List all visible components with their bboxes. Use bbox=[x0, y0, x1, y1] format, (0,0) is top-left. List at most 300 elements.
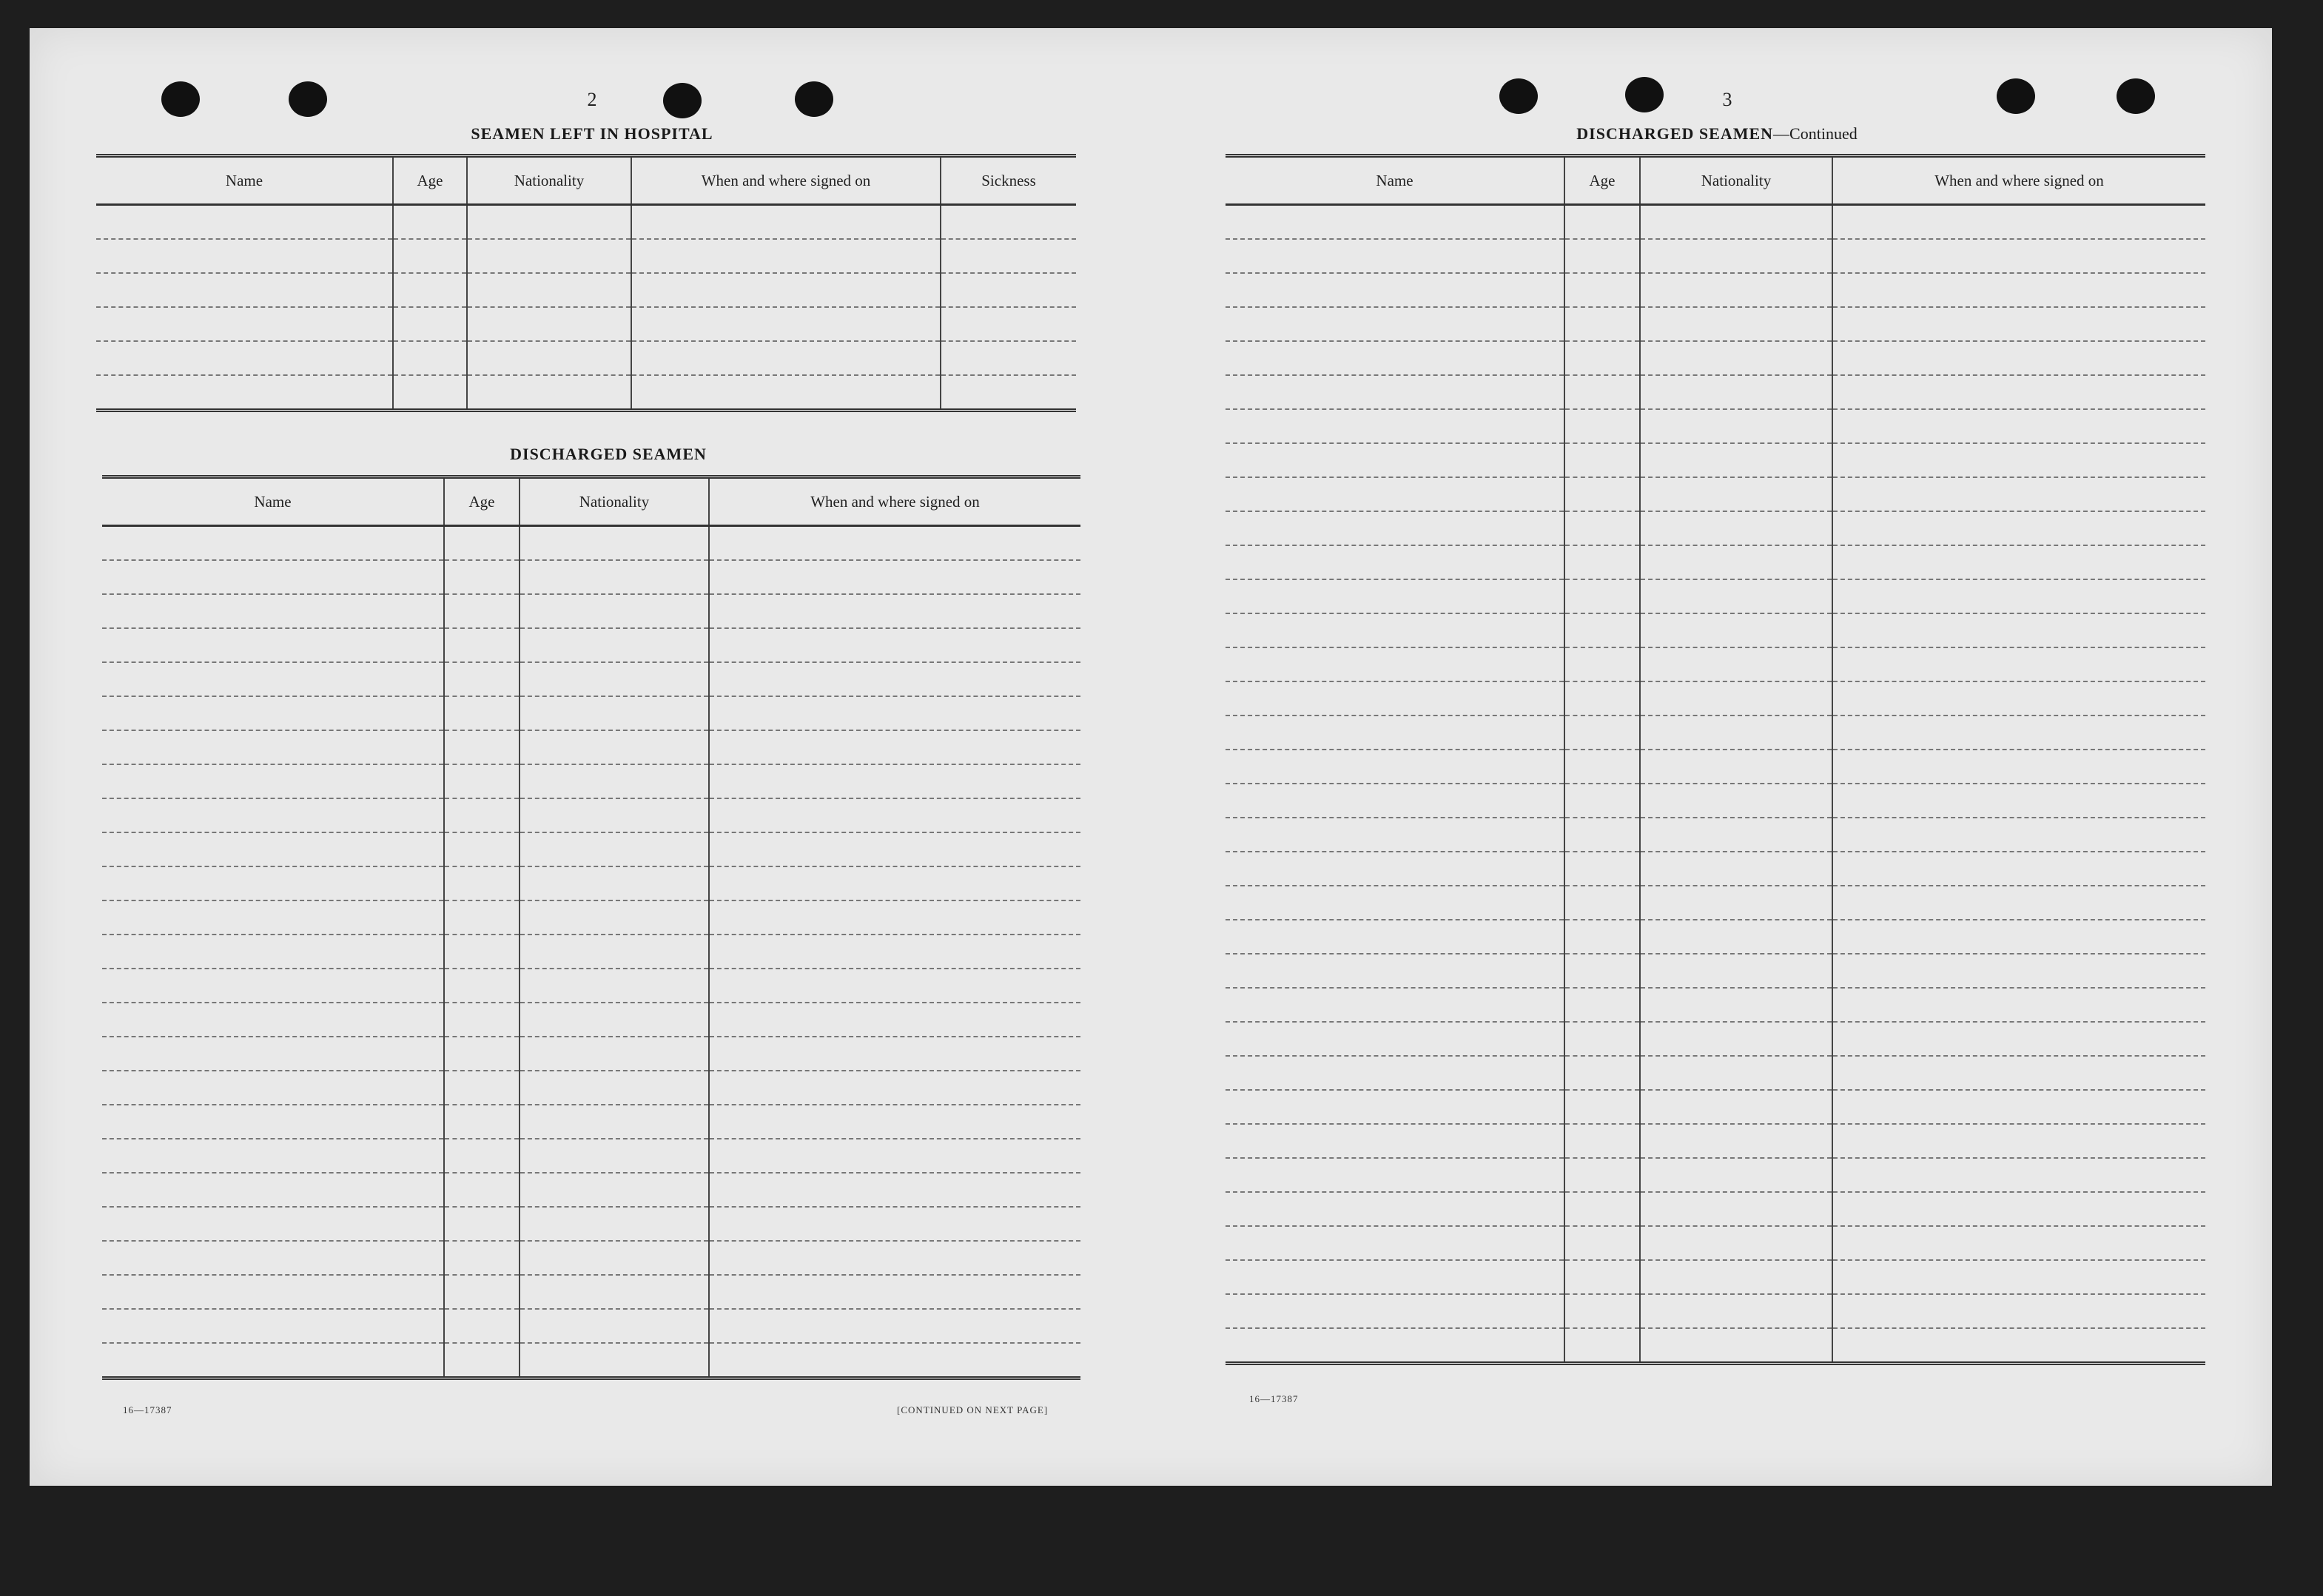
table-cell[interactable] bbox=[1640, 1022, 1832, 1056]
table-cell[interactable] bbox=[1226, 818, 1564, 852]
table-cell[interactable] bbox=[1640, 409, 1832, 443]
table-cell[interactable] bbox=[1226, 1056, 1564, 1090]
table-cell[interactable] bbox=[1832, 307, 2205, 341]
table-cell[interactable] bbox=[1564, 239, 1640, 273]
table-cell[interactable] bbox=[102, 1343, 444, 1378]
table-cell[interactable] bbox=[1640, 579, 1832, 613]
table-cell[interactable] bbox=[1640, 988, 1832, 1022]
table-cell[interactable] bbox=[1832, 239, 2205, 273]
table-row bbox=[102, 1309, 1080, 1343]
table-cell[interactable] bbox=[520, 1275, 709, 1309]
table-cell[interactable] bbox=[1226, 1090, 1564, 1124]
table-cell[interactable] bbox=[102, 1309, 444, 1343]
table-cell[interactable] bbox=[709, 1173, 1080, 1207]
table-cell[interactable] bbox=[1564, 1022, 1640, 1056]
table-cell[interactable] bbox=[1640, 681, 1832, 715]
table-cell[interactable] bbox=[1832, 1022, 2205, 1056]
table-cell[interactable] bbox=[1832, 750, 2205, 784]
table-cell[interactable] bbox=[1564, 1124, 1640, 1158]
table-cell[interactable] bbox=[1640, 1192, 1832, 1226]
table-cell[interactable] bbox=[1832, 443, 2205, 477]
table-cell[interactable] bbox=[444, 662, 520, 696]
table-cell[interactable] bbox=[96, 307, 393, 341]
table-cell[interactable] bbox=[1640, 715, 1832, 750]
table-cell[interactable] bbox=[1640, 1328, 1832, 1364]
table-cell[interactable] bbox=[102, 900, 444, 935]
table-cell[interactable] bbox=[102, 935, 444, 969]
table-cell[interactable] bbox=[96, 239, 393, 273]
table-cell[interactable] bbox=[1640, 818, 1832, 852]
table-row bbox=[96, 239, 1076, 273]
table-cell[interactable] bbox=[102, 628, 444, 662]
table-cell[interactable] bbox=[444, 832, 520, 866]
table-cell[interactable] bbox=[1832, 613, 2205, 647]
table-cell[interactable] bbox=[1640, 954, 1832, 988]
column-header-name: Name bbox=[1226, 156, 1564, 205]
table-cell[interactable] bbox=[709, 696, 1080, 730]
table-cell[interactable] bbox=[1226, 341, 1564, 375]
table-cell[interactable] bbox=[1564, 647, 1640, 681]
table-cell[interactable] bbox=[1564, 409, 1640, 443]
table-cell[interactable] bbox=[1564, 511, 1640, 545]
table-cell[interactable] bbox=[467, 341, 631, 375]
table-cell[interactable] bbox=[1564, 681, 1640, 715]
table-cell[interactable] bbox=[1640, 273, 1832, 307]
table-cell[interactable] bbox=[520, 1173, 709, 1207]
punch-hole bbox=[1625, 77, 1664, 112]
continued-table bbox=[1226, 154, 2205, 1365]
table-cell[interactable] bbox=[520, 832, 709, 866]
table-row bbox=[1226, 341, 2205, 375]
table-cell[interactable] bbox=[520, 1343, 709, 1378]
table-cell[interactable] bbox=[520, 560, 709, 594]
table-cell[interactable] bbox=[1832, 545, 2205, 579]
table-cell[interactable] bbox=[1640, 1158, 1832, 1192]
table-cell[interactable] bbox=[1832, 1090, 2205, 1124]
table-cell[interactable] bbox=[631, 205, 941, 240]
punch-hole bbox=[795, 81, 833, 117]
table-cell[interactable] bbox=[1226, 852, 1564, 886]
table-row bbox=[96, 341, 1076, 375]
table-cell[interactable] bbox=[1226, 477, 1564, 511]
table-row bbox=[1226, 1260, 2205, 1294]
table-cell[interactable] bbox=[1564, 988, 1640, 1022]
table-cell[interactable] bbox=[1640, 784, 1832, 818]
table-row bbox=[1226, 239, 2205, 273]
table-cell[interactable] bbox=[709, 764, 1080, 798]
table-cell[interactable] bbox=[520, 594, 709, 628]
table-cell[interactable] bbox=[941, 273, 1076, 307]
table-cell[interactable] bbox=[631, 239, 941, 273]
table-cell[interactable] bbox=[1832, 579, 2205, 613]
table-cell[interactable] bbox=[444, 730, 520, 764]
table-cell[interactable] bbox=[1832, 1226, 2205, 1260]
table-cell[interactable] bbox=[467, 239, 631, 273]
table-cell[interactable] bbox=[1564, 307, 1640, 341]
table-cell[interactable] bbox=[1564, 341, 1640, 375]
table-cell[interactable] bbox=[520, 866, 709, 900]
table-cell[interactable] bbox=[102, 1139, 444, 1173]
left-page-number: 2 bbox=[587, 89, 597, 110]
table-cell[interactable] bbox=[444, 935, 520, 969]
table-cell[interactable] bbox=[1226, 579, 1564, 613]
right-section-title bbox=[1576, 124, 1857, 144]
table-cell[interactable] bbox=[1832, 1294, 2205, 1328]
table-cell[interactable] bbox=[1226, 1260, 1564, 1294]
table-cell[interactable] bbox=[102, 526, 444, 561]
table-cell[interactable] bbox=[709, 730, 1080, 764]
punch-hole bbox=[289, 81, 327, 117]
table-row bbox=[102, 1037, 1080, 1071]
table-cell[interactable] bbox=[520, 1241, 709, 1275]
table-cell[interactable] bbox=[1640, 511, 1832, 545]
table-cell[interactable] bbox=[941, 307, 1076, 341]
table-cell[interactable] bbox=[709, 1241, 1080, 1275]
table-cell[interactable] bbox=[102, 1071, 444, 1105]
table-cell[interactable] bbox=[444, 526, 520, 561]
table-cell[interactable] bbox=[444, 1309, 520, 1343]
table-cell[interactable] bbox=[444, 628, 520, 662]
table-cell[interactable] bbox=[631, 307, 941, 341]
table-cell[interactable] bbox=[444, 1037, 520, 1071]
table-cell[interactable] bbox=[1640, 750, 1832, 784]
table-cell[interactable] bbox=[1226, 647, 1564, 681]
table-cell[interactable] bbox=[520, 628, 709, 662]
table-cell[interactable] bbox=[1226, 784, 1564, 818]
table-cell[interactable] bbox=[709, 935, 1080, 969]
table-row bbox=[102, 900, 1080, 935]
table-cell[interactable] bbox=[520, 935, 709, 969]
table-cell[interactable] bbox=[1226, 409, 1564, 443]
table-cell[interactable] bbox=[444, 1275, 520, 1309]
column-header-nationality: Nationality bbox=[467, 156, 631, 205]
table-cell[interactable] bbox=[444, 764, 520, 798]
table-cell[interactable] bbox=[393, 205, 467, 240]
table-cell[interactable] bbox=[1564, 613, 1640, 647]
table-cell[interactable] bbox=[1226, 681, 1564, 715]
table-cell[interactable] bbox=[1226, 715, 1564, 750]
table-cell[interactable] bbox=[709, 866, 1080, 900]
table-cell[interactable] bbox=[96, 341, 393, 375]
table-cell[interactable] bbox=[1832, 205, 2205, 240]
table-cell[interactable] bbox=[393, 341, 467, 375]
hospital-section-title: SEAMEN LEFT IN HOSPITAL bbox=[471, 124, 713, 143]
table-cell[interactable] bbox=[1564, 1294, 1640, 1328]
table-cell[interactable] bbox=[102, 1241, 444, 1275]
table-cell[interactable] bbox=[1564, 886, 1640, 920]
table-row bbox=[1226, 409, 2205, 443]
table-cell[interactable] bbox=[444, 969, 520, 1003]
table-cell[interactable] bbox=[709, 1037, 1080, 1071]
table-cell[interactable] bbox=[1564, 1158, 1640, 1192]
table-cell[interactable] bbox=[1832, 273, 2205, 307]
table-row bbox=[1226, 1056, 2205, 1090]
table-row bbox=[102, 764, 1080, 798]
table-cell[interactable] bbox=[520, 696, 709, 730]
table-cell[interactable] bbox=[1640, 375, 1832, 409]
table-cell[interactable] bbox=[520, 1071, 709, 1105]
table-cell[interactable] bbox=[1832, 409, 2205, 443]
table-cell[interactable] bbox=[1640, 613, 1832, 647]
table-cell[interactable] bbox=[1564, 375, 1640, 409]
table-cell[interactable] bbox=[709, 1275, 1080, 1309]
table-cell[interactable] bbox=[444, 1071, 520, 1105]
table-cell[interactable] bbox=[1564, 784, 1640, 818]
table-cell[interactable] bbox=[102, 594, 444, 628]
table-cell[interactable] bbox=[102, 832, 444, 866]
table-cell[interactable] bbox=[1564, 1328, 1640, 1364]
table-cell[interactable] bbox=[102, 969, 444, 1003]
table-cell[interactable] bbox=[941, 239, 1076, 273]
table-cell[interactable] bbox=[1832, 954, 2205, 988]
table-cell[interactable] bbox=[1640, 1260, 1832, 1294]
table-cell[interactable] bbox=[102, 730, 444, 764]
table-row bbox=[1226, 681, 2205, 715]
table-cell[interactable] bbox=[1832, 1192, 2205, 1226]
table-cell[interactable] bbox=[102, 1207, 444, 1241]
table-cell[interactable] bbox=[1226, 1192, 1564, 1226]
table-cell[interactable] bbox=[1564, 443, 1640, 477]
table-cell[interactable] bbox=[1640, 443, 1832, 477]
table-cell[interactable] bbox=[1832, 988, 2205, 1022]
table-cell[interactable] bbox=[1564, 1056, 1640, 1090]
table-cell[interactable] bbox=[1832, 1056, 2205, 1090]
table-cell[interactable] bbox=[102, 866, 444, 900]
table-cell[interactable] bbox=[444, 594, 520, 628]
table-cell[interactable] bbox=[1832, 1124, 2205, 1158]
table-cell[interactable] bbox=[1832, 1328, 2205, 1364]
column-header-nationality: Nationality bbox=[520, 477, 709, 526]
table-cell[interactable] bbox=[1564, 477, 1640, 511]
table-cell[interactable] bbox=[1226, 205, 1564, 240]
table-cell[interactable] bbox=[1226, 1226, 1564, 1260]
table-cell[interactable] bbox=[1832, 341, 2205, 375]
table-cell[interactable] bbox=[1640, 1294, 1832, 1328]
table-cell[interactable] bbox=[709, 832, 1080, 866]
table-cell[interactable] bbox=[1564, 1260, 1640, 1294]
table-cell[interactable] bbox=[1226, 954, 1564, 988]
table-cell[interactable] bbox=[1564, 715, 1640, 750]
table-cell[interactable] bbox=[467, 307, 631, 341]
table-cell[interactable] bbox=[467, 375, 631, 411]
table-cell[interactable] bbox=[941, 341, 1076, 375]
table-cell[interactable] bbox=[1564, 1090, 1640, 1124]
table-cell[interactable] bbox=[1564, 954, 1640, 988]
table-cell[interactable] bbox=[1640, 307, 1832, 341]
table-cell[interactable] bbox=[709, 1105, 1080, 1139]
table-cell[interactable] bbox=[709, 900, 1080, 935]
table-cell[interactable] bbox=[520, 1309, 709, 1343]
table-cell[interactable] bbox=[1226, 307, 1564, 341]
table-cell[interactable] bbox=[393, 239, 467, 273]
table-cell[interactable] bbox=[520, 900, 709, 935]
table-cell[interactable] bbox=[1226, 1022, 1564, 1056]
table-cell[interactable] bbox=[1640, 647, 1832, 681]
table-cell[interactable] bbox=[1832, 511, 2205, 545]
table-cell[interactable] bbox=[709, 1139, 1080, 1173]
table-row bbox=[102, 1275, 1080, 1309]
table-cell[interactable] bbox=[1640, 545, 1832, 579]
table-cell[interactable] bbox=[1640, 1124, 1832, 1158]
table-cell[interactable] bbox=[520, 662, 709, 696]
table-cell[interactable] bbox=[444, 1139, 520, 1173]
table-row bbox=[102, 832, 1080, 866]
table-cell[interactable] bbox=[102, 560, 444, 594]
table-cell[interactable] bbox=[1226, 886, 1564, 920]
table-cell[interactable] bbox=[444, 560, 520, 594]
table-cell[interactable] bbox=[1564, 1192, 1640, 1226]
table-cell[interactable] bbox=[520, 1207, 709, 1241]
table-cell[interactable] bbox=[1832, 784, 2205, 818]
table-cell[interactable] bbox=[1640, 920, 1832, 954]
table-cell[interactable] bbox=[1640, 852, 1832, 886]
table-cell[interactable] bbox=[1640, 477, 1832, 511]
table-cell[interactable] bbox=[444, 696, 520, 730]
table-cell[interactable] bbox=[444, 1003, 520, 1037]
table-cell[interactable] bbox=[1640, 239, 1832, 273]
table-cell[interactable] bbox=[1226, 1328, 1564, 1364]
table-cell[interactable] bbox=[467, 273, 631, 307]
table-cell[interactable] bbox=[102, 1037, 444, 1071]
table-cell[interactable] bbox=[709, 1343, 1080, 1378]
table-cell[interactable] bbox=[1640, 205, 1832, 240]
table-cell[interactable] bbox=[444, 1173, 520, 1207]
table-cell[interactable] bbox=[1564, 852, 1640, 886]
table-cell[interactable] bbox=[102, 764, 444, 798]
table-cell[interactable] bbox=[444, 1343, 520, 1378]
continued-header-row bbox=[1226, 156, 2205, 205]
table-cell[interactable] bbox=[102, 1003, 444, 1037]
table-cell[interactable] bbox=[709, 560, 1080, 594]
table-cell[interactable] bbox=[709, 969, 1080, 1003]
table-cell[interactable] bbox=[102, 1105, 444, 1139]
table-cell[interactable] bbox=[520, 730, 709, 764]
table-cell[interactable] bbox=[393, 307, 467, 341]
table-cell[interactable] bbox=[467, 205, 631, 240]
table-cell[interactable] bbox=[1832, 1260, 2205, 1294]
table-cell[interactable] bbox=[520, 1105, 709, 1139]
table-cell[interactable] bbox=[96, 375, 393, 411]
table-cell[interactable] bbox=[631, 273, 941, 307]
table-cell[interactable] bbox=[102, 1173, 444, 1207]
table-cell[interactable] bbox=[1564, 750, 1640, 784]
table-cell[interactable] bbox=[1226, 920, 1564, 954]
table-cell[interactable] bbox=[1226, 1158, 1564, 1192]
table-row bbox=[1226, 613, 2205, 647]
table-cell[interactable] bbox=[709, 594, 1080, 628]
table-cell[interactable] bbox=[102, 798, 444, 832]
table-cell[interactable] bbox=[1832, 818, 2205, 852]
table-cell[interactable] bbox=[941, 205, 1076, 240]
table-cell[interactable] bbox=[1564, 205, 1640, 240]
table-cell[interactable] bbox=[1226, 273, 1564, 307]
table-cell[interactable] bbox=[1226, 511, 1564, 545]
table-cell[interactable] bbox=[520, 1139, 709, 1173]
table-cell[interactable] bbox=[709, 1003, 1080, 1037]
table-cell[interactable] bbox=[1832, 886, 2205, 920]
table-cell[interactable] bbox=[444, 866, 520, 900]
table-cell[interactable] bbox=[1640, 1226, 1832, 1260]
table-cell[interactable] bbox=[520, 969, 709, 1003]
table-cell[interactable] bbox=[1226, 750, 1564, 784]
table-cell[interactable] bbox=[1832, 681, 2205, 715]
table-cell[interactable] bbox=[1226, 988, 1564, 1022]
table-cell[interactable] bbox=[102, 696, 444, 730]
table-cell[interactable] bbox=[709, 662, 1080, 696]
table-cell[interactable] bbox=[520, 798, 709, 832]
table-cell[interactable] bbox=[1832, 1158, 2205, 1192]
table-cell[interactable] bbox=[1832, 375, 2205, 409]
table-row bbox=[1226, 1022, 2205, 1056]
table-cell[interactable] bbox=[102, 1275, 444, 1309]
table-cell[interactable] bbox=[1832, 920, 2205, 954]
table-cell[interactable] bbox=[1564, 579, 1640, 613]
table-cell[interactable] bbox=[1226, 239, 1564, 273]
table-row bbox=[102, 628, 1080, 662]
table-cell[interactable] bbox=[1564, 1226, 1640, 1260]
table-cell[interactable] bbox=[1226, 613, 1564, 647]
table-cell[interactable] bbox=[444, 1207, 520, 1241]
table-cell[interactable] bbox=[1832, 647, 2205, 681]
table-cell[interactable] bbox=[631, 341, 941, 375]
table-row bbox=[102, 594, 1080, 628]
table-cell[interactable] bbox=[1226, 1294, 1564, 1328]
table-cell[interactable] bbox=[520, 526, 709, 561]
table-cell[interactable] bbox=[1564, 273, 1640, 307]
table-row bbox=[102, 1241, 1080, 1275]
table-cell[interactable] bbox=[1564, 545, 1640, 579]
table-cell[interactable] bbox=[444, 900, 520, 935]
table-cell[interactable] bbox=[520, 1037, 709, 1071]
table-cell[interactable] bbox=[1226, 1124, 1564, 1158]
table-cell[interactable] bbox=[709, 1071, 1080, 1105]
table-cell[interactable] bbox=[709, 526, 1080, 561]
table-cell[interactable] bbox=[1832, 852, 2205, 886]
table-cell[interactable] bbox=[1640, 1090, 1832, 1124]
table-cell[interactable] bbox=[96, 273, 393, 307]
table-cell[interactable] bbox=[1832, 477, 2205, 511]
table-cell[interactable] bbox=[1640, 1056, 1832, 1090]
table-cell[interactable] bbox=[1640, 886, 1832, 920]
table-cell[interactable] bbox=[1226, 545, 1564, 579]
table-cell[interactable] bbox=[393, 273, 467, 307]
table-cell[interactable] bbox=[1832, 715, 2205, 750]
table-cell[interactable] bbox=[444, 798, 520, 832]
table-row bbox=[102, 969, 1080, 1003]
table-cell[interactable] bbox=[444, 1105, 520, 1139]
column-header-age: Age bbox=[444, 477, 520, 526]
table-cell[interactable] bbox=[709, 798, 1080, 832]
table-cell[interactable] bbox=[393, 375, 467, 411]
table-cell[interactable] bbox=[520, 1003, 709, 1037]
table-cell[interactable] bbox=[102, 662, 444, 696]
table-cell[interactable] bbox=[1564, 920, 1640, 954]
table-cell[interactable] bbox=[709, 1309, 1080, 1343]
table-cell[interactable] bbox=[1640, 341, 1832, 375]
table-cell[interactable] bbox=[96, 205, 393, 240]
continued-note: [CONTINUED ON NEXT PAGE] bbox=[897, 1404, 1049, 1415]
table-cell[interactable] bbox=[709, 1207, 1080, 1241]
table-cell[interactable] bbox=[520, 764, 709, 798]
table-cell[interactable] bbox=[1564, 818, 1640, 852]
table-cell[interactable] bbox=[1226, 443, 1564, 477]
table-row bbox=[1226, 511, 2205, 545]
table-cell[interactable] bbox=[709, 628, 1080, 662]
table-cell[interactable] bbox=[1226, 375, 1564, 409]
table-cell[interactable] bbox=[444, 1241, 520, 1275]
table-cell[interactable] bbox=[631, 375, 941, 411]
table-cell[interactable] bbox=[941, 375, 1076, 411]
